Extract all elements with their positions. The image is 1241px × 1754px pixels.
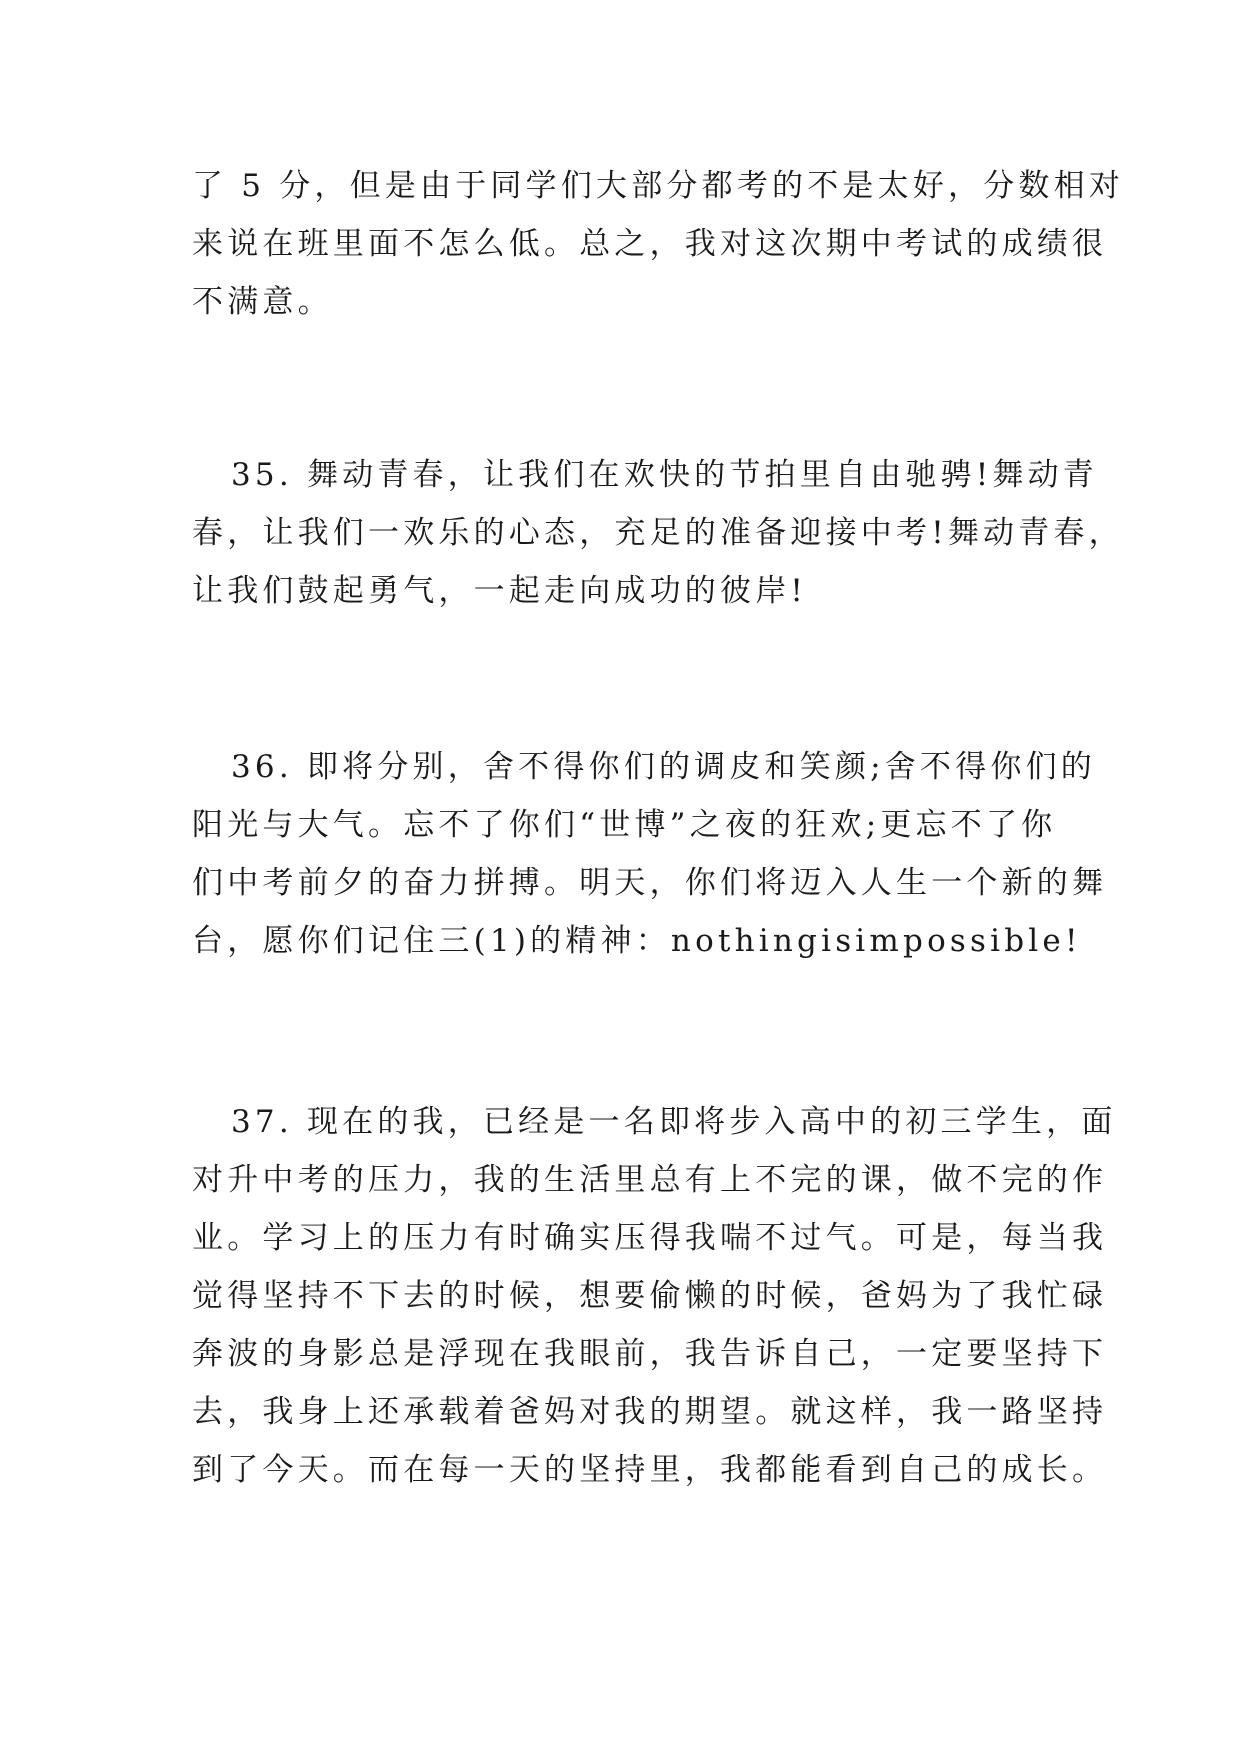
text-line: 37. 现在的我，已经是一名即将步入高中的初三学生，面 xyxy=(231,1104,1117,1140)
text-line: 台，愿你们记住三(1)的精神：nothingisimpossible! xyxy=(192,923,1082,959)
paragraph-35 xyxy=(192,446,1124,620)
paragraph-36 xyxy=(192,738,1108,970)
text-line: 春，让我们一欢乐的心态，充足的准备迎接中考!舞动青春， xyxy=(192,515,1124,551)
text-line: 了 5 分，但是由于同学们大部分都考的不是太好，分数相对 xyxy=(192,168,1125,204)
text-line: 觉得坚持不下去的时候，想要偷懒的时候，爸妈为了我忙碌 xyxy=(192,1278,1108,1314)
text-line: 不满意。 xyxy=(192,284,333,320)
text-line: 到了今天。而在每一天的坚持里，我都能看到自己的成长。 xyxy=(192,1452,1108,1488)
text-line: 对升中考的压力，我的生活里总有上不完的课，做不完的作 xyxy=(192,1162,1108,1198)
text-line: 来说在班里面不怎么低。总之，我对这次期中考试的成绩很 xyxy=(192,226,1108,262)
text-line: 们中考前夕的奋力拼搏。明天，你们将迈入人生一个新的舞 xyxy=(192,865,1108,901)
text-line: 让我们鼓起勇气，一起走向成功的彼岸! xyxy=(192,573,808,609)
paragraph-37 xyxy=(192,1093,1117,1499)
paragraph-continued xyxy=(192,157,1125,331)
text-line: 35. 舞动青春，让我们在欢快的节拍里自由驰骋!舞动青 xyxy=(231,457,1099,493)
text-line: 36. 即将分别，舍不得你们的调皮和笑颜;舍不得你们的 xyxy=(231,749,1096,785)
text-line: 业。学习上的压力有时确实压得我喘不过气。可是，每当我 xyxy=(192,1220,1108,1256)
text-line: 去，我身上还承载着爸妈对我的期望。就这样，我一路坚持 xyxy=(192,1394,1108,1430)
text-line: 阳光与大气。忘不了你们“世博”之夜的狂欢;更忘不了你 xyxy=(192,807,1057,843)
text-line: 奔波的身影总是浮现在我眼前，我告诉自己，一定要坚持下 xyxy=(192,1336,1108,1372)
